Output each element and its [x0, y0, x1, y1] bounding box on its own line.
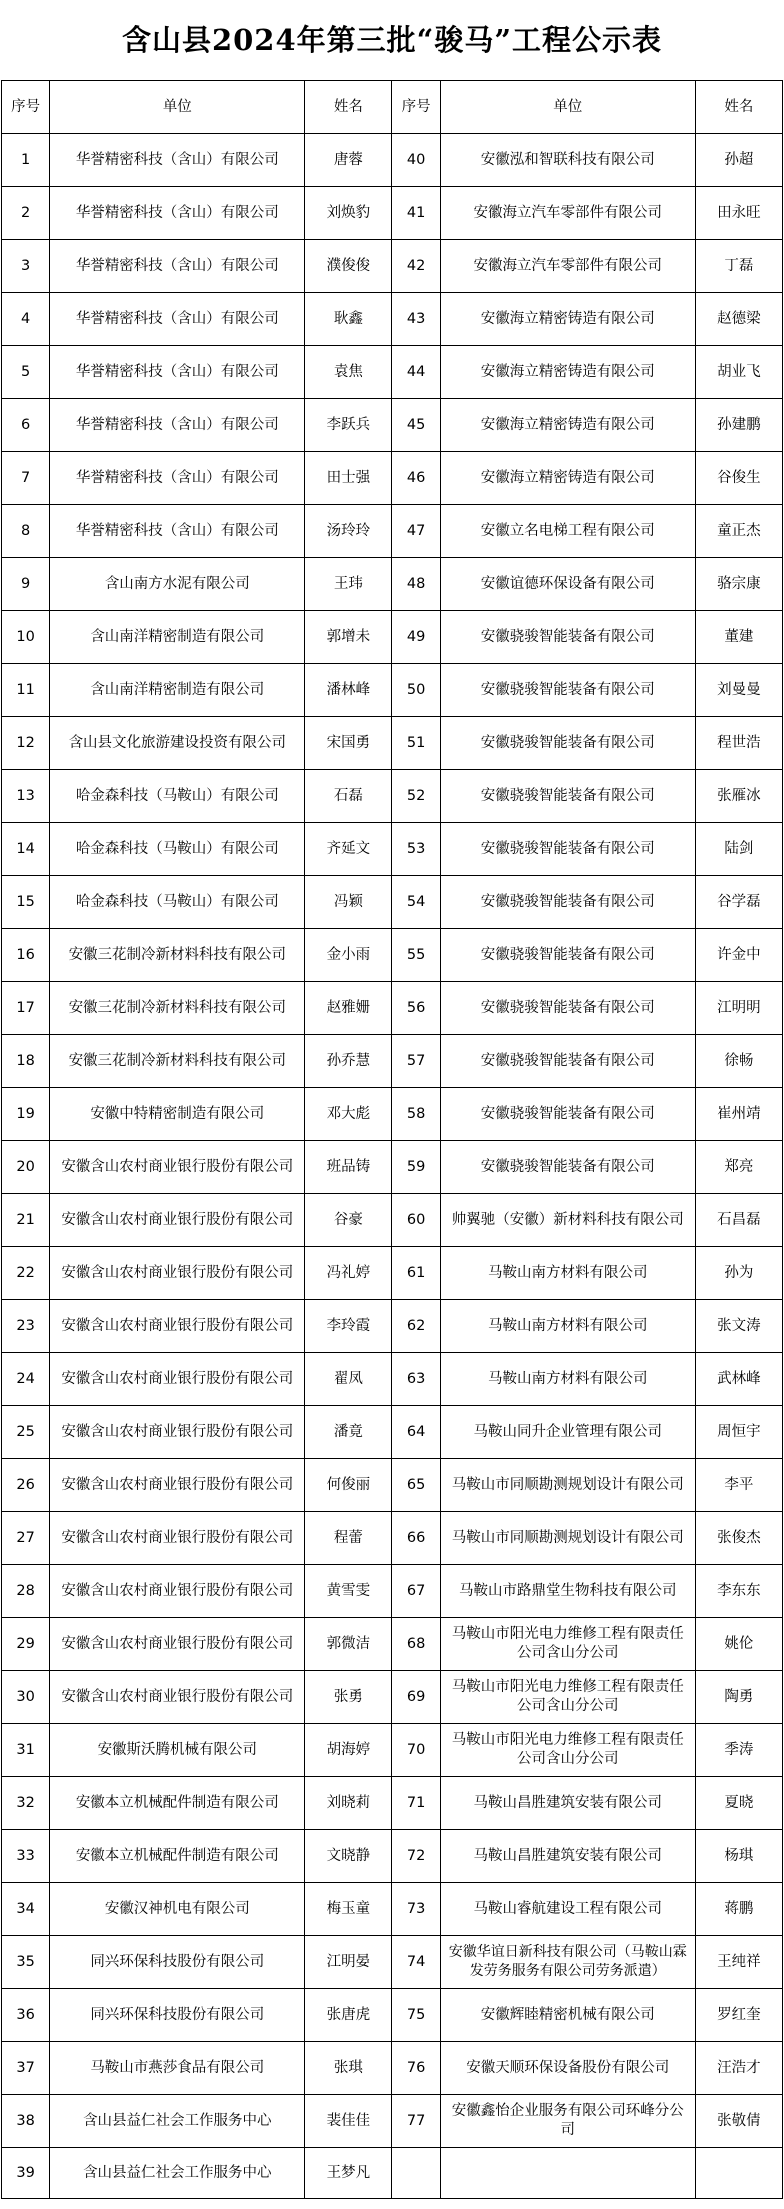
row-index-left: 18	[2, 1035, 50, 1088]
row-index-right: 59	[392, 1141, 440, 1194]
row-unit-right: 安徽骁骏智能装备有限公司	[440, 770, 695, 823]
row-unit-left: 安徽含山农村商业银行股份有限公司	[50, 1671, 305, 1724]
row-name-right: 崔州靖	[695, 1088, 782, 1141]
row-index-left: 8	[2, 505, 50, 558]
row-name-left: 江明晏	[305, 1936, 392, 1989]
row-name-right: 谷学磊	[695, 876, 782, 929]
row-index-right: 64	[392, 1406, 440, 1459]
row-index-left: 36	[2, 1989, 50, 2042]
row-index-left: 30	[2, 1671, 50, 1724]
table-row	[2, 452, 783, 505]
row-unit-right: 安徽谊德环保设备有限公司	[440, 558, 695, 611]
row-name-right: 罗红奎	[695, 1989, 782, 2042]
row-unit-left: 哈金森科技（马鞍山）有限公司	[50, 770, 305, 823]
row-unit-right: 帅翼驰（安徽）新材料科技有限公司	[440, 1194, 695, 1247]
row-index-right: 75	[392, 1989, 440, 2042]
row-index-left: 35	[2, 1936, 50, 1989]
row-index-right: 54	[392, 876, 440, 929]
row-name-left: 张勇	[305, 1671, 392, 1724]
row-index-left: 38	[2, 2095, 50, 2148]
row-unit-right: 安徽鑫怡企业服务有限公司环峰分公司	[440, 2095, 695, 2148]
row-name-right: 程世浩	[695, 717, 782, 770]
table-row	[2, 1671, 783, 1724]
row-unit-left: 安徽斯沃腾机械有限公司	[50, 1724, 305, 1777]
row-unit-left: 华誉精密科技（含山）有限公司	[50, 399, 305, 452]
row-name-left: 齐延文	[305, 823, 392, 876]
row-index-right: 73	[392, 1883, 440, 1936]
row-index-right: 69	[392, 1671, 440, 1724]
row-name-left: 文晓静	[305, 1830, 392, 1883]
row-name-right: 陶勇	[695, 1671, 782, 1724]
row-name-right: 谷俊生	[695, 452, 782, 505]
table-row	[2, 1353, 783, 1406]
row-unit-right: 马鞍山昌胜建筑安装有限公司	[440, 1830, 695, 1883]
row-unit-right: 马鞍山南方材料有限公司	[440, 1300, 695, 1353]
row-unit-left: 华誉精密科技（含山）有限公司	[50, 505, 305, 558]
row-unit-left: 安徽三花制冷新材料科技有限公司	[50, 982, 305, 1035]
row-unit-right: 安徽华谊日新科技有限公司（马鞍山霖发劳务服务有限公司劳务派遣）	[440, 1936, 695, 1989]
row-index-left: 4	[2, 293, 50, 346]
row-unit-left: 华誉精密科技（含山）有限公司	[50, 346, 305, 399]
row-name-right: 张文涛	[695, 1300, 782, 1353]
row-index-right: 43	[392, 293, 440, 346]
row-unit-left: 安徽含山农村商业银行股份有限公司	[50, 1141, 305, 1194]
row-unit-right: 安徽骁骏智能装备有限公司	[440, 876, 695, 929]
row-index-left: 5	[2, 346, 50, 399]
row-index-left: 24	[2, 1353, 50, 1406]
row-index-right: 50	[392, 664, 440, 717]
table-row	[2, 929, 783, 982]
row-index-left: 37	[2, 2042, 50, 2095]
row-name-right: 胡业飞	[695, 346, 782, 399]
row-index-left: 29	[2, 1618, 50, 1671]
row-index-right: 41	[392, 187, 440, 240]
row-name-right: 田永旺	[695, 187, 782, 240]
row-name-left: 胡海婷	[305, 1724, 392, 1777]
header-unit-left: 单位	[50, 81, 305, 134]
row-index-right: 71	[392, 1777, 440, 1830]
row-unit-right: 马鞍山市阳光电力维修工程有限责任公司含山分公司	[440, 1671, 695, 1724]
table-row	[2, 240, 783, 293]
row-unit-right: 安徽海立精密铸造有限公司	[440, 452, 695, 505]
row-index-right: 45	[392, 399, 440, 452]
row-unit-right: 安徽骁骏智能装备有限公司	[440, 717, 695, 770]
table-row	[2, 1300, 783, 1353]
row-index-right: 63	[392, 1353, 440, 1406]
row-unit-left: 安徽中特精密制造有限公司	[50, 1088, 305, 1141]
table-body	[2, 134, 783, 2199]
row-name-left: 冯礼婷	[305, 1247, 392, 1300]
row-name-right: 张雁冰	[695, 770, 782, 823]
row-unit-left: 安徽含山农村商业银行股份有限公司	[50, 1565, 305, 1618]
row-index-right: 61	[392, 1247, 440, 1300]
row-index-left: 22	[2, 1247, 50, 1300]
row-index-right: 47	[392, 505, 440, 558]
row-name-left: 邓大彪	[305, 1088, 392, 1141]
row-name-left: 赵雅姗	[305, 982, 392, 1035]
table-row	[2, 293, 783, 346]
header-name-right: 姓名	[695, 81, 782, 134]
table-row	[2, 1459, 783, 1512]
row-index-left: 39	[2, 2148, 50, 2199]
row-index-right: 42	[392, 240, 440, 293]
row-unit-right: 安徽海立汽车零部件有限公司	[440, 240, 695, 293]
header-index-left: 序号	[2, 81, 50, 134]
table-row	[2, 346, 783, 399]
row-index-left: 15	[2, 876, 50, 929]
row-unit-right: 马鞍山南方材料有限公司	[440, 1247, 695, 1300]
row-index-left: 6	[2, 399, 50, 452]
row-unit-left: 华誉精密科技（含山）有限公司	[50, 187, 305, 240]
roster-table	[1, 80, 783, 2199]
row-unit-right: 马鞍山睿航建设工程有限公司	[440, 1883, 695, 1936]
table-row	[2, 1088, 783, 1141]
table-row	[2, 1936, 783, 1989]
row-index-right: 66	[392, 1512, 440, 1565]
row-name-right: 刘曼曼	[695, 664, 782, 717]
row-index-left: 12	[2, 717, 50, 770]
row-unit-left: 华誉精密科技（含山）有限公司	[50, 293, 305, 346]
row-unit-right: 安徽骁骏智能装备有限公司	[440, 929, 695, 982]
row-name-right: 李东东	[695, 1565, 782, 1618]
table-row	[2, 1247, 783, 1300]
header-index-right: 序号	[392, 81, 440, 134]
row-name-left: 翟凤	[305, 1353, 392, 1406]
row-unit-left: 含山县益仁社会工作服务中心	[50, 2148, 305, 2199]
row-index-right: 52	[392, 770, 440, 823]
row-name-left: 潘竟	[305, 1406, 392, 1459]
row-name-left: 郭微洁	[305, 1618, 392, 1671]
row-index-right: 74	[392, 1936, 440, 1989]
row-index-left: 32	[2, 1777, 50, 1830]
row-index-left: 26	[2, 1459, 50, 1512]
row-index-right: 44	[392, 346, 440, 399]
table-row	[2, 2042, 783, 2095]
row-index-right: 60	[392, 1194, 440, 1247]
row-name-left: 袁焦	[305, 346, 392, 399]
row-unit-left: 安徽含山农村商业银行股份有限公司	[50, 1247, 305, 1300]
row-unit-right: 安徽海立汽车零部件有限公司	[440, 187, 695, 240]
row-name-right: 张俊杰	[695, 1512, 782, 1565]
row-unit-left: 哈金森科技（马鞍山）有限公司	[50, 876, 305, 929]
row-unit-right: 马鞍山昌胜建筑安装有限公司	[440, 1777, 695, 1830]
row-index-right: 40	[392, 134, 440, 187]
row-name-right: 郑亮	[695, 1141, 782, 1194]
row-unit-left: 哈金森科技（马鞍山）有限公司	[50, 823, 305, 876]
row-name-right: 王纯祥	[695, 1936, 782, 1989]
row-unit-left: 安徽含山农村商业银行股份有限公司	[50, 1512, 305, 1565]
row-index-left: 13	[2, 770, 50, 823]
row-unit-right: 安徽海立精密铸造有限公司	[440, 293, 695, 346]
row-index-left: 1	[2, 134, 50, 187]
row-index-left: 2	[2, 187, 50, 240]
row-index-left: 20	[2, 1141, 50, 1194]
row-name-left: 裴佳佳	[305, 2095, 392, 2148]
table-row	[2, 1618, 783, 1671]
row-name-right: 季涛	[695, 1724, 782, 1777]
row-index-left: 27	[2, 1512, 50, 1565]
table-row	[2, 876, 783, 929]
row-name-right: 童正杰	[695, 505, 782, 558]
row-unit-right: 马鞍山市同顺勘测规划设计有限公司	[440, 1459, 695, 1512]
row-unit-left: 华誉精密科技（含山）有限公司	[50, 452, 305, 505]
row-name-left: 潘林峰	[305, 664, 392, 717]
row-index-left: 9	[2, 558, 50, 611]
row-unit-left: 同兴环保科技股份有限公司	[50, 1936, 305, 1989]
row-name-left: 刘焕豹	[305, 187, 392, 240]
row-name-right: 丁磊	[695, 240, 782, 293]
row-name-left: 李玲霞	[305, 1300, 392, 1353]
row-index-left: 19	[2, 1088, 50, 1141]
table-row	[2, 2148, 783, 2199]
row-unit-left: 含山南洋精密制造有限公司	[50, 611, 305, 664]
row-unit-left: 安徽三花制冷新材料科技有限公司	[50, 1035, 305, 1088]
row-unit-right: 安徽辉睦精密机械有限公司	[440, 1989, 695, 2042]
row-unit-left: 安徽含山农村商业银行股份有限公司	[50, 1618, 305, 1671]
table-row	[2, 1777, 783, 1830]
row-index-right: 51	[392, 717, 440, 770]
row-name-right: 姚伦	[695, 1618, 782, 1671]
table-row	[2, 1035, 783, 1088]
row-index-left: 23	[2, 1300, 50, 1353]
row-unit-right: 马鞍山市同顺勘测规划设计有限公司	[440, 1512, 695, 1565]
row-name-right: 夏晓	[695, 1777, 782, 1830]
table-row	[2, 558, 783, 611]
row-name-right: 杨琪	[695, 1830, 782, 1883]
row-index-right: 68	[392, 1618, 440, 1671]
row-name-left: 谷豪	[305, 1194, 392, 1247]
row-unit-right: 马鞍山市阳光电力维修工程有限责任公司含山分公司	[440, 1724, 695, 1777]
table-row	[2, 505, 783, 558]
table-row	[2, 134, 783, 187]
row-name-right: 武林峰	[695, 1353, 782, 1406]
row-name-left: 何俊丽	[305, 1459, 392, 1512]
row-name-left: 唐蓉	[305, 134, 392, 187]
row-name-right: 蒋鹏	[695, 1883, 782, 1936]
row-unit-left: 马鞍山市燕莎食品有限公司	[50, 2042, 305, 2095]
row-unit-left: 华誉精密科技（含山）有限公司	[50, 134, 305, 187]
row-name-left: 王玮	[305, 558, 392, 611]
row-unit-left: 含山县文化旅游建设投资有限公司	[50, 717, 305, 770]
row-unit-left: 安徽汉神机电有限公司	[50, 1883, 305, 1936]
table-row	[2, 1830, 783, 1883]
row-name-left: 冯颖	[305, 876, 392, 929]
row-index-left: 25	[2, 1406, 50, 1459]
row-index-left: 31	[2, 1724, 50, 1777]
row-unit-right: 安徽海立精密铸造有限公司	[440, 346, 695, 399]
table-row	[2, 823, 783, 876]
row-unit-right: 马鞍山市路鼎堂生物科技有限公司	[440, 1565, 695, 1618]
row-index-right: 53	[392, 823, 440, 876]
table-row	[2, 1141, 783, 1194]
row-unit-right: 马鞍山市阳光电力维修工程有限责任公司含山分公司	[440, 1618, 695, 1671]
row-name-right: 陆剑	[695, 823, 782, 876]
row-name-left: 程蕾	[305, 1512, 392, 1565]
row-index-right: 65	[392, 1459, 440, 1512]
row-name-right: 张敬倩	[695, 2095, 782, 2148]
table-row	[2, 2095, 783, 2148]
row-unit-right: 马鞍山同升企业管理有限公司	[440, 1406, 695, 1459]
row-unit-right: 安徽天顺环保设备股份有限公司	[440, 2042, 695, 2095]
header-name-left: 姓名	[305, 81, 392, 134]
row-unit-left: 安徽含山农村商业银行股份有限公司	[50, 1194, 305, 1247]
row-name-left: 耿鑫	[305, 293, 392, 346]
row-name-right: 石昌磊	[695, 1194, 782, 1247]
row-name-left: 张唐虎	[305, 1989, 392, 2042]
row-name-left: 李跃兵	[305, 399, 392, 452]
row-index-right: 62	[392, 1300, 440, 1353]
row-unit-right: 安徽骁骏智能装备有限公司	[440, 1088, 695, 1141]
row-index-right: 72	[392, 1830, 440, 1883]
document-title: 含山县2024年第三批“骏马”工程公示表	[121, 23, 663, 57]
row-index-right: 48	[392, 558, 440, 611]
row-unit-right	[440, 2148, 695, 2199]
row-unit-left: 含山县益仁社会工作服务中心	[50, 2095, 305, 2148]
row-index-left: 3	[2, 240, 50, 293]
row-name-right: 赵德梁	[695, 293, 782, 346]
row-name-right: 周恒宇	[695, 1406, 782, 1459]
row-name-left: 刘晓莉	[305, 1777, 392, 1830]
row-index-right: 57	[392, 1035, 440, 1088]
row-name-right: 汪浩才	[695, 2042, 782, 2095]
table-row	[2, 1194, 783, 1247]
row-index-right: 76	[392, 2042, 440, 2095]
row-index-right: 67	[392, 1565, 440, 1618]
row-index-left: 21	[2, 1194, 50, 1247]
row-unit-right: 安徽骁骏智能装备有限公司	[440, 1141, 695, 1194]
row-unit-right: 安徽骁骏智能装备有限公司	[440, 1035, 695, 1088]
row-index-right: 46	[392, 452, 440, 505]
table-row	[2, 611, 783, 664]
row-name-right: 孙建鹏	[695, 399, 782, 452]
row-index-left: 33	[2, 1830, 50, 1883]
row-unit-left: 安徽含山农村商业银行股份有限公司	[50, 1353, 305, 1406]
table-row	[2, 1512, 783, 1565]
row-index-left: 10	[2, 611, 50, 664]
row-name-left: 宋国勇	[305, 717, 392, 770]
row-index-right: 56	[392, 982, 440, 1035]
row-index-right	[392, 2148, 440, 2199]
row-unit-left: 含山南方水泥有限公司	[50, 558, 305, 611]
row-name-right	[695, 2148, 782, 2199]
row-index-right: 49	[392, 611, 440, 664]
row-unit-left: 安徽含山农村商业银行股份有限公司	[50, 1300, 305, 1353]
row-unit-left: 华誉精密科技（含山）有限公司	[50, 240, 305, 293]
row-index-right: 58	[392, 1088, 440, 1141]
row-index-left: 7	[2, 452, 50, 505]
row-index-left: 34	[2, 1883, 50, 1936]
row-index-right: 55	[392, 929, 440, 982]
row-name-right: 李平	[695, 1459, 782, 1512]
row-name-left: 班品铸	[305, 1141, 392, 1194]
table-row	[2, 1883, 783, 1936]
row-index-left: 11	[2, 664, 50, 717]
row-name-left: 濮俊俊	[305, 240, 392, 293]
row-name-left: 汤玲玲	[305, 505, 392, 558]
row-unit-right: 安徽骁骏智能装备有限公司	[440, 982, 695, 1035]
row-unit-right: 安徽骁骏智能装备有限公司	[440, 611, 695, 664]
row-index-left: 28	[2, 1565, 50, 1618]
row-name-left: 梅玉童	[305, 1883, 392, 1936]
row-name-left: 张琪	[305, 2042, 392, 2095]
row-unit-right: 安徽海立精密铸造有限公司	[440, 399, 695, 452]
table-row	[2, 982, 783, 1035]
row-name-left: 黄雪雯	[305, 1565, 392, 1618]
row-unit-left: 安徽含山农村商业银行股份有限公司	[50, 1406, 305, 1459]
row-unit-right: 安徽立名电梯工程有限公司	[440, 505, 695, 558]
row-unit-right: 安徽泓和智联科技有限公司	[440, 134, 695, 187]
table-row	[2, 399, 783, 452]
row-name-right: 董建	[695, 611, 782, 664]
table-row	[2, 1565, 783, 1618]
table-row	[2, 717, 783, 770]
row-name-right: 江明明	[695, 982, 782, 1035]
row-index-right: 70	[392, 1724, 440, 1777]
row-unit-right: 安徽骁骏智能装备有限公司	[440, 823, 695, 876]
row-unit-left: 含山南洋精密制造有限公司	[50, 664, 305, 717]
row-unit-left: 同兴环保科技股份有限公司	[50, 1989, 305, 2042]
row-name-left: 田士强	[305, 452, 392, 505]
header-unit-right: 单位	[440, 81, 695, 134]
row-name-right: 许金中	[695, 929, 782, 982]
row-index-left: 17	[2, 982, 50, 1035]
table-row	[2, 664, 783, 717]
row-unit-right: 马鞍山南方材料有限公司	[440, 1353, 695, 1406]
row-unit-right: 安徽骁骏智能装备有限公司	[440, 664, 695, 717]
table-header-row	[2, 81, 783, 134]
row-name-left: 金小雨	[305, 929, 392, 982]
row-index-left: 16	[2, 929, 50, 982]
row-index-right: 77	[392, 2095, 440, 2148]
row-unit-left: 安徽三花制冷新材料科技有限公司	[50, 929, 305, 982]
row-index-left: 14	[2, 823, 50, 876]
row-name-left: 郭增未	[305, 611, 392, 664]
row-name-left: 石磊	[305, 770, 392, 823]
row-unit-left: 安徽含山农村商业银行股份有限公司	[50, 1459, 305, 1512]
row-name-right: 徐畅	[695, 1035, 782, 1088]
table-row	[2, 770, 783, 823]
row-unit-left: 安徽本立机械配件制造有限公司	[50, 1777, 305, 1830]
table-row	[2, 1989, 783, 2042]
table-row	[2, 1724, 783, 1777]
row-name-left: 王梦凡	[305, 2148, 392, 2199]
row-name-right: 孙为	[695, 1247, 782, 1300]
table-row	[2, 187, 783, 240]
row-name-left: 孙乔慧	[305, 1035, 392, 1088]
table-row	[2, 1406, 783, 1459]
row-name-right: 孙超	[695, 134, 782, 187]
row-unit-left: 安徽本立机械配件制造有限公司	[50, 1830, 305, 1883]
row-name-right: 骆宗康	[695, 558, 782, 611]
